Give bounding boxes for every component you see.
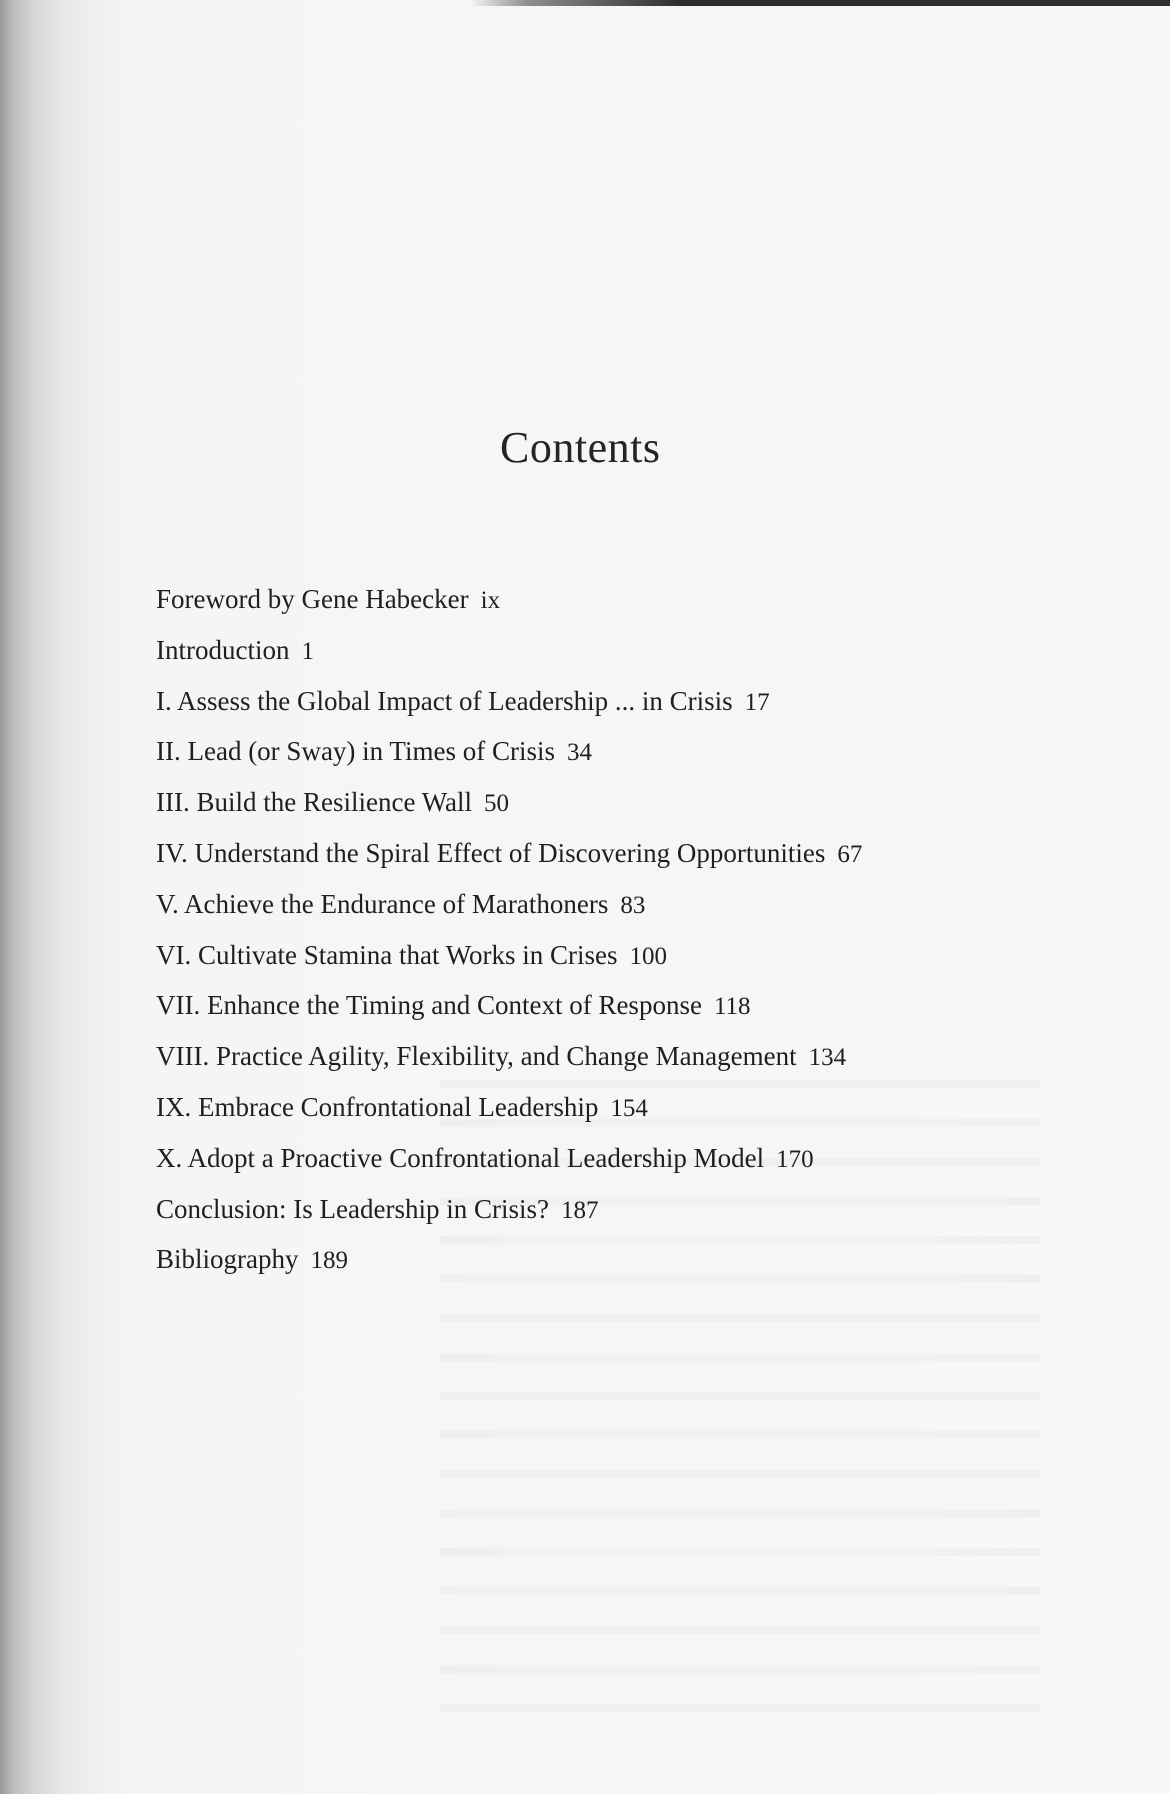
toc-entry-label: VII. Enhance the Timing and Context of Response xyxy=(156,990,702,1021)
toc-entry-page: 17 xyxy=(744,688,770,716)
toc-entry xyxy=(156,1184,862,1235)
toc-entry-label: IV. Understand the Spiral Effect of Discovering Opportunities xyxy=(156,837,826,868)
toc-entry-label: VI. Cultivate Stamina that Works in Crises xyxy=(156,939,618,970)
toc-entry xyxy=(156,574,862,625)
page-top-edge xyxy=(470,0,1170,6)
toc-entry xyxy=(156,777,862,828)
toc-entry-page: 50 xyxy=(484,790,509,818)
toc-entry-page: 187 xyxy=(560,1196,599,1224)
toc-entry xyxy=(156,879,862,930)
toc-entry xyxy=(156,625,862,676)
toc-entry-page: 189 xyxy=(310,1247,348,1275)
toc-entry xyxy=(156,726,862,777)
toc-entry-page: 154 xyxy=(610,1094,648,1122)
toc-entry-page: 170 xyxy=(776,1145,814,1173)
toc-entry-label: IX. Embrace Confrontational Leadership xyxy=(156,1091,599,1122)
toc-entry-label: Introduction xyxy=(156,634,290,665)
table-of-contents xyxy=(156,574,862,1285)
toc-entry-page: 67 xyxy=(837,840,863,868)
toc-entry xyxy=(156,1234,862,1285)
toc-entry-page: 83 xyxy=(620,891,646,919)
page-title: Contents xyxy=(500,423,661,472)
toc-entry-page: 100 xyxy=(629,942,668,970)
toc-entry xyxy=(156,1031,862,1082)
toc-entry-page: 34 xyxy=(566,739,592,767)
toc-entry-label: III. Build the Resilience Wall xyxy=(156,787,472,818)
toc-entry-label: V. Achieve the Endurance of Marathoners xyxy=(156,888,609,919)
toc-entry xyxy=(156,676,862,727)
toc-entry-page: ix xyxy=(480,587,501,614)
toc-entry-label: Bibliography xyxy=(156,1244,299,1275)
toc-entry-label: Conclusion: Is Leadership in Crisis? xyxy=(156,1193,549,1224)
toc-entry-label: Foreword by Gene Habecker xyxy=(156,584,469,614)
toc-entry-page: 118 xyxy=(713,993,751,1021)
toc-entry xyxy=(156,930,862,981)
toc-entry xyxy=(156,1133,862,1184)
toc-entry xyxy=(156,1082,862,1133)
toc-entry xyxy=(156,980,862,1031)
toc-entry-page: 1 xyxy=(301,637,314,665)
toc-entry-label: II. Lead (or Sway) in Times of Crisis xyxy=(156,736,555,767)
toc-entry-label: I. Assess the Global Impact of Leadership ... in Crisis xyxy=(156,685,733,716)
toc-entry-page: 134 xyxy=(808,1044,847,1072)
toc-entry xyxy=(156,828,862,879)
toc-entry-label: VIII. Practice Agility, Flexibility, and Change Management xyxy=(156,1041,797,1072)
toc-entry-label: X. Adopt a Proactive Confrontational Leadership Model xyxy=(156,1142,765,1173)
